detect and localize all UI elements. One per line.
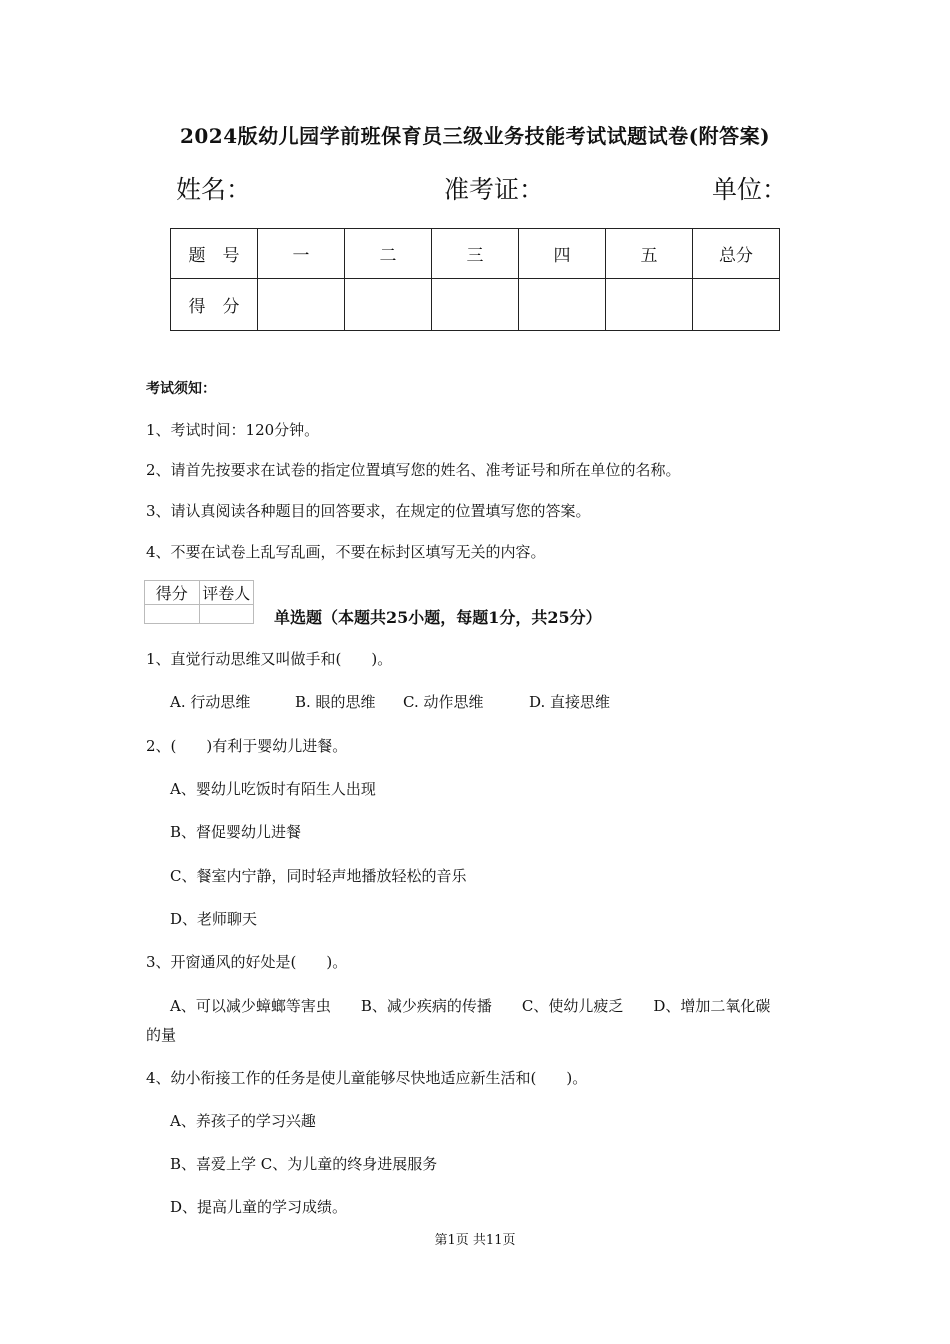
page-title: 2024版幼儿园学前班保育员三级业务技能考试试题试卷(附答案): [179, 124, 771, 148]
option-b[interactable]: B、督促婴幼儿进餐: [170, 823, 302, 841]
grader-score-label: 得分: [145, 581, 200, 605]
option-c[interactable]: C. 动作思维: [403, 693, 484, 711]
section-heading: 单选题（本题共25小题，每题1分，共25分）: [274, 608, 602, 627]
score-header-cell: 三: [432, 229, 519, 279]
score-input-cell[interactable]: [606, 279, 693, 331]
score-table-score-row: [171, 279, 780, 331]
score-input-cell[interactable]: [258, 279, 345, 331]
notice-item: 1、考试时间：120分钟。: [146, 421, 320, 439]
option-a[interactable]: A、养孩子的学习兴趣: [170, 1112, 316, 1130]
grader-table: [144, 580, 254, 624]
notice-item: 2、请首先按要求在试卷的指定位置填写您的姓名、准考证号和所在单位的名称。: [146, 461, 681, 479]
question-options-row: [170, 691, 610, 712]
score-header-cell: 二: [345, 229, 432, 279]
score-input-cell[interactable]: [432, 279, 519, 331]
name-label: 姓名：: [176, 175, 252, 204]
option-a[interactable]: A、婴幼儿吃饭时有陌生人出现: [170, 780, 376, 798]
question-text: 3、开窗通风的好处是( )。: [146, 953, 348, 971]
grader-score-cell[interactable]: [145, 605, 200, 624]
notice-item: 4、不要在试卷上乱写乱画，不要在标封区填写无关的内容。: [146, 543, 546, 561]
option-c[interactable]: C、餐室内宁静，同时轻声地播放轻松的音乐: [170, 867, 467, 885]
question-options-line[interactable]: A、可以减少蟑螂等害虫 B、减少疾病的传播 C、使幼儿疲乏 D、增加二氧化碳: [170, 997, 771, 1015]
score-table: [170, 228, 780, 331]
grader-name-label: 评卷人: [199, 581, 254, 605]
option-b[interactable]: B. 眼的思维: [295, 693, 376, 711]
option-d[interactable]: D、老师聊天: [170, 910, 258, 928]
notice-item: 3、请认真阅读各种题目的回答要求，在规定的位置填写您的答案。: [146, 502, 591, 520]
question-text: 2、( )有利于婴幼儿进餐。: [146, 737, 348, 755]
exam-number-label: 准考证：: [444, 175, 545, 204]
score-header-cell: 题 号: [171, 229, 258, 279]
score-header-cell: 四: [519, 229, 606, 279]
question-text: 4、幼小衔接工作的任务是使儿童能够尽快地适应新生活和( )。: [146, 1069, 588, 1087]
notice-title: 考试须知：: [146, 381, 216, 397]
option-d[interactable]: D、提高儿童的学习成绩。: [170, 1198, 348, 1216]
score-table-header-row: [171, 229, 780, 279]
score-header-cell: 一: [258, 229, 345, 279]
score-header-cell: 五: [606, 229, 693, 279]
score-input-cell[interactable]: [693, 279, 780, 331]
score-row-label: 得 分: [171, 279, 258, 331]
option-d[interactable]: D. 直接思维: [529, 693, 611, 711]
score-input-cell[interactable]: [519, 279, 606, 331]
score-header-cell: 总分: [693, 229, 780, 279]
option-bc[interactable]: B、喜爱上学 C、为儿童的终身进展服务: [170, 1155, 438, 1173]
grader-name-cell[interactable]: [199, 605, 254, 624]
score-input-cell[interactable]: [345, 279, 432, 331]
question-options-wrap: 的量: [146, 1026, 177, 1044]
question-text: 1、直觉行动思维又叫做手和( )。: [146, 650, 393, 668]
unit-label: 单位：: [712, 175, 788, 204]
page-footer: 第1页 共11页: [434, 1233, 516, 1248]
option-a[interactable]: A. 行动思维: [170, 693, 251, 711]
